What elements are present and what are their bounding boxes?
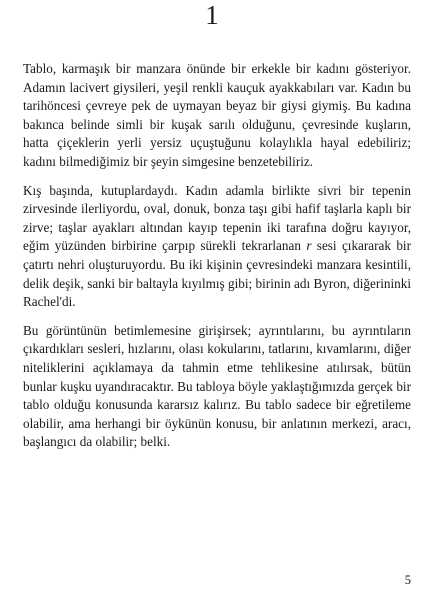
chapter-number: 1 bbox=[205, 0, 219, 30]
paragraph-text: Tablo, karmaşık bir manzara önünde bir erkekle bir kadını gösteriyor. Adamın lacivert giysileri, yeşil renkli kauçuk ayakkabıları var. Kadın bu tarihöncesi çevreye pek de uymayan beyaz bir giysi giymiş. Bu kadına bakınca belinde simli bir kuşak sarılı olduğunu, çevresinde kuşların, hatta çiçeklerin yerli yersiz uçuştuğunu kolaylıkla hayal edebiliriz; kadını bilmediğimiz bir şeyin simgesine benzetebiliriz. bbox=[23, 61, 411, 169]
paragraph-text: sesi çıkararak bir çatırtı nehri oluşturuyordu. Bu iki kişinin çevresindeki manzara kesintili, delik deşik, sanki bir baltayla kıyılmış gibi; birinin adı Byron, diğerininki Rachel'di. bbox=[23, 238, 411, 310]
paragraph-3 bbox=[23, 322, 411, 452]
paragraph-text: Bu görüntünün betimlemesine girişirsek; ayrıntılarını, bu ayrıntıların çıkardıkları sesleri, hızlarını, olası kokularını, tatlarını, kıvamlarını, diğer niteliklerini açıklamaya da tahmin etme tehlikesine atılırsak, bütün bunlar kuşku uyandıracaktır. Bu tabloya böyle yaklaştığımızda gerçek bir tablo olduğu konusunda kararsız kalırız. Bu tablo sadece bir eğretileme olabilir, ama herhangi bir öykünün konusu, bir anlatının merkezi, aracı, başlangıcı da olabilir; belki. bbox=[23, 322, 411, 450]
paragraph-1 bbox=[23, 60, 411, 172]
paragraph-2 bbox=[23, 182, 411, 312]
page-number: 5 bbox=[404, 573, 411, 587]
italic-letter-r: r bbox=[306, 238, 312, 254]
body-text bbox=[23, 60, 411, 462]
paragraph-text: Kış başında, kutuplardaydı. Kadın adamla birlikte sivri bir tepenin zirvesinde ilerliyordu, oval, donuk, bonza taşı gibi hafif taşlarla kaplı bir zirve; taşlar ayakları altından kayıp tepenin iki tarafına doğru kayıyor, eğim yüzünden birbirine çarpıp sürekli tekrarlanan bbox=[23, 182, 411, 254]
